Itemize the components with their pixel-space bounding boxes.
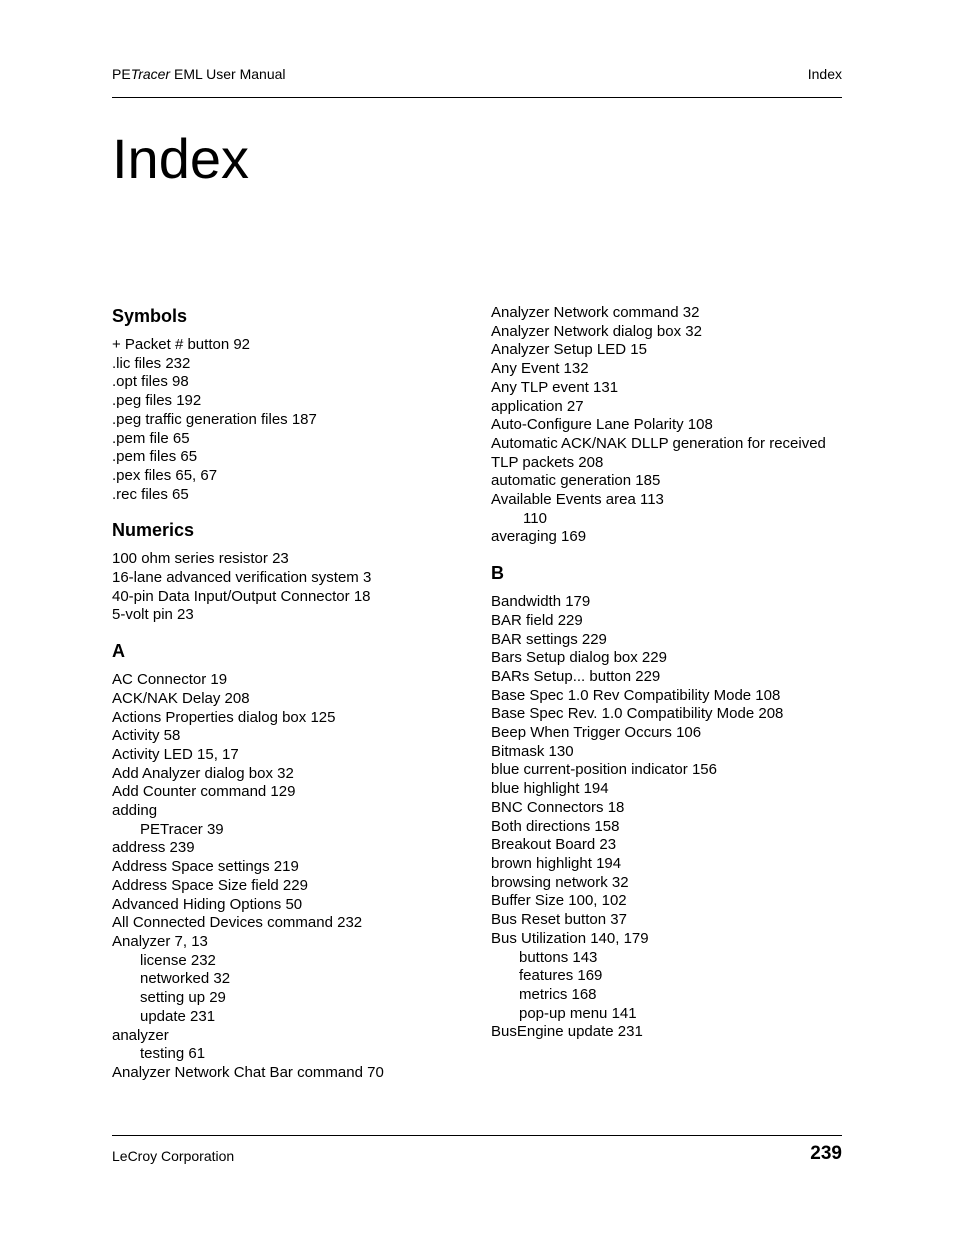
index-subentry: update 231 [140, 1007, 216, 1025]
index-entry: .peg traffic generation files 187 [112, 410, 317, 428]
index-subentry: 110 [523, 509, 547, 527]
index-entry: Any Event 132 [491, 360, 589, 378]
index-entry: BNC Connectors 18 [491, 798, 625, 816]
index-entry: ACK/NAK Delay 208 [112, 689, 250, 707]
footer-company: LeCroy Corporation [112, 1148, 235, 1164]
index-subentry: networked 32 [140, 970, 231, 988]
index-entry: Analyzer Network dialog box 32 [491, 322, 702, 340]
index-entry: Advanced Hiding Options 50 [112, 895, 303, 913]
index-section-heading: Symbols [112, 306, 188, 326]
index-entry: TLP packets 208 [491, 453, 604, 471]
index-entry: blue current-position indicator 156 [491, 761, 717, 779]
index-subentry: PETracer 39 [140, 820, 224, 838]
index-subentry: pop-up menu 141 [519, 1004, 637, 1022]
page-title: Index [112, 127, 249, 190]
index-section-heading: B [491, 563, 504, 584]
index-entry: Buffer Size 100, 102 [491, 892, 627, 910]
index-column-left [112, 306, 472, 1083]
index-entry: 40-pin Data Input/Output Connector 18 [112, 587, 371, 605]
header-rule [112, 97, 842, 98]
index-entry: .peg files 192 [112, 392, 202, 410]
index-entry: BAR settings 229 [491, 630, 607, 648]
index-entry: Breakout Board 23 [491, 836, 617, 854]
index-entry: BAR field 229 [491, 611, 583, 629]
index-entry: averaging 169 [491, 528, 587, 546]
index-entry: Base Spec 1.0 Rev Compatibility Mode 108 [491, 686, 781, 704]
manual-prefix: PE [112, 66, 131, 82]
running-header-title [112, 66, 286, 82]
index-entry: 5-volt pin 23 [112, 606, 194, 624]
index-entry: Bars Setup dialog box 229 [491, 649, 667, 667]
index-entry: .pex files 65, 67 [112, 466, 218, 484]
manual-italic: Tracer [130, 66, 171, 82]
index-entry: Analyzer 7, 13 [112, 932, 208, 950]
index-entry: Bus Reset button 37 [491, 911, 627, 929]
index-entry: .rec files 65 [112, 485, 189, 503]
index-subentry: buttons 143 [519, 948, 598, 966]
index-entry: Bus Utilization 140, 179 [491, 929, 649, 947]
index-entry: Automatic ACK/NAK DLLP generation for received [491, 434, 826, 452]
index-section-heading: Numerics [112, 520, 195, 541]
page-number: 239 [810, 1143, 842, 1164]
index-entry: + Packet # button 92 [112, 336, 251, 353]
index-entry: AC Connector 19 [112, 671, 228, 689]
index-entry: Address Space settings 219 [112, 858, 299, 876]
index-entry: Activity LED 15, 17 [112, 745, 239, 763]
index-entry: 100 ohm series resistor 23 [112, 550, 289, 568]
index-subentry: features 169 [519, 967, 603, 985]
index-subentry: testing 61 [140, 1045, 206, 1063]
index-entry: Base Spec Rev. 1.0 Compatibility Mode 208 [491, 705, 784, 723]
index-entry: All Connected Devices command 232 [112, 914, 363, 932]
index-entry: adding [112, 802, 158, 820]
index-entry: BusEngine update 231 [491, 1023, 643, 1041]
index-entry: brown highlight 194 [491, 854, 622, 872]
index-entry: 16-lane advanced verification system 3 [112, 569, 372, 587]
footer-rule [112, 1135, 842, 1136]
index-entry: Both directions 158 [491, 817, 620, 835]
index-entry: blue highlight 194 [491, 780, 609, 798]
index-entry: Analyzer Network command 32 [491, 304, 700, 321]
index-entry: Activity 58 [112, 727, 181, 745]
index-entry: Any TLP event 131 [491, 378, 619, 396]
index-entry: Bitmask 130 [491, 742, 574, 760]
index-entry: BARs Setup... button 229 [491, 667, 661, 685]
index-entry: Actions Properties dialog box 125 [112, 708, 336, 726]
index-column-right [491, 304, 851, 1042]
index-entry: Analyzer Network Chat Bar command 70 [112, 1063, 384, 1081]
index-entry: .opt files 98 [112, 373, 189, 391]
index-entry: Bandwidth 179 [491, 593, 591, 611]
index-entry: Add Analyzer dialog box 32 [112, 764, 294, 782]
index-entry: Add Counter command 129 [112, 783, 296, 801]
index-entry: analyzer [112, 1026, 169, 1044]
index-entry: browsing network 32 [491, 873, 629, 891]
index-entry: application 27 [491, 397, 584, 415]
index-entry: Auto-Configure Lane Polarity 108 [491, 416, 713, 434]
index-entry: Available Events area 113 [491, 491, 664, 509]
index-subentry: license 232 [140, 951, 216, 969]
index-subentry: metrics 168 [519, 985, 597, 1003]
index-entry: .pem file 65 [112, 429, 190, 447]
index-entry: Address Space Size field 229 [112, 876, 308, 894]
running-header-section: Index [807, 66, 842, 82]
index-entry: automatic generation 185 [491, 472, 661, 490]
index-subentry: setting up 29 [140, 989, 226, 1007]
index-entry: Analyzer Setup LED 15 [491, 341, 647, 359]
index-entry: .pem files 65 [112, 448, 198, 466]
index-entry: address 239 [112, 839, 195, 857]
index-entry: Beep When Trigger Occurs 106 [491, 724, 702, 742]
manual-suffix: EML User Manual [170, 66, 286, 82]
index-entry: .lic files 232 [112, 354, 191, 372]
index-section-heading: A [112, 641, 125, 662]
